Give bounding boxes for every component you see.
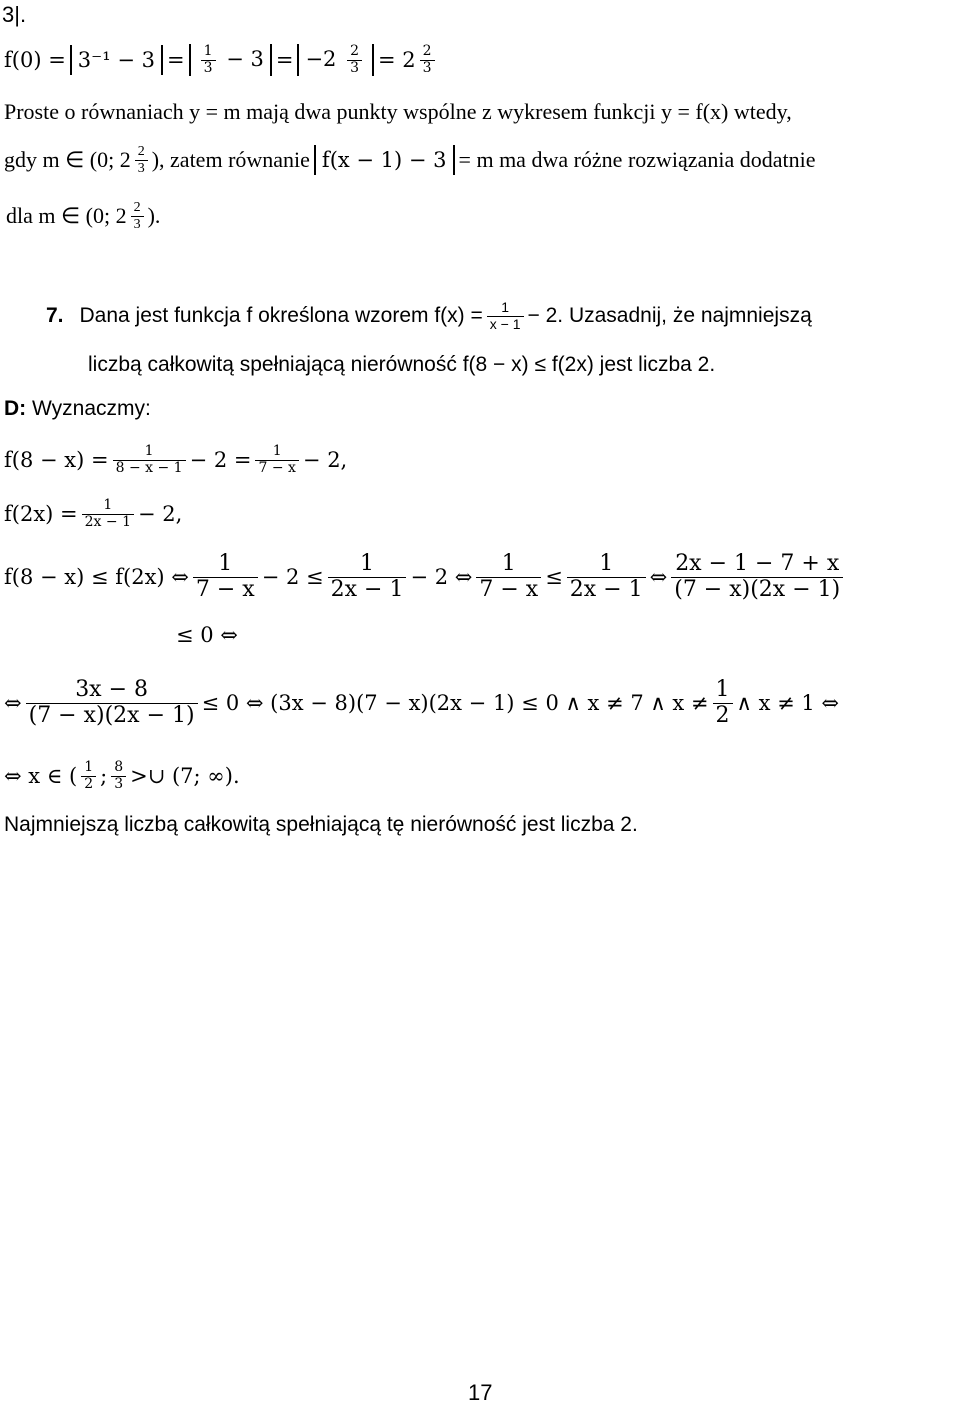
num: 1 (501, 299, 510, 316)
d-text: Wyznaczmy: (26, 397, 151, 420)
equation-2 (4, 490, 182, 538)
den: 8 − x − 1 (115, 459, 183, 476)
num: 1 (599, 551, 614, 577)
den: 7 − x (195, 576, 255, 602)
abs-3-inv (70, 45, 163, 75)
den: 2x − 1 (569, 576, 643, 602)
num: 1 (360, 551, 375, 577)
num: 2x − 1 − 7 + x (675, 551, 840, 577)
lhs: f(8 − x) = (4, 448, 109, 472)
den: x − 1 (489, 315, 521, 332)
text: dla m ∈ (0; 2 (6, 203, 127, 228)
abs-expr (314, 145, 455, 175)
text: gdy m ∈ (0; 2 (4, 147, 131, 172)
text: ). (147, 203, 161, 228)
abs-content: 3⁻¹ − 3 (77, 48, 155, 72)
abs-frac (189, 44, 272, 76)
fraction (201, 44, 216, 76)
op: ≤ (545, 565, 563, 589)
den: 3 (114, 775, 124, 792)
d-label: D: (4, 397, 27, 420)
den: 2x − 1 (330, 576, 404, 602)
fraction (567, 552, 646, 601)
fraction (347, 44, 362, 76)
den: 2x − 1 (84, 513, 131, 530)
f0-equation (4, 40, 439, 80)
minus-3: − 3 (226, 46, 264, 71)
den: (7 − x)(2x − 1) (28, 702, 195, 728)
lhs: f(2x) = (4, 502, 78, 526)
paragraph-3 (6, 196, 160, 236)
op: ⇔ (4, 691, 22, 715)
equation-1 (4, 436, 347, 484)
page-number: 17 (468, 1380, 493, 1405)
task-text: − 2. Uzasadnij, że najmniejszą (527, 304, 812, 327)
fraction (131, 200, 144, 232)
lhs: f(8 − x) ≤ f(2x) ⇔ (4, 565, 189, 589)
den: 3 (350, 59, 360, 76)
text: ), zatem równanie (151, 147, 310, 172)
fraction (487, 300, 524, 332)
abs-content: f(x − 1) − 3 (321, 148, 447, 172)
fraction (82, 498, 134, 530)
den: 3 (203, 59, 213, 76)
num: 8 (114, 759, 124, 776)
num: 2 (350, 43, 360, 60)
den: 7 − x (258, 459, 296, 476)
conclusion: Najmniejszą liczbą całkowitą spełniającą tę nierówność jest liczba 2. (4, 813, 638, 836)
num: 1 (218, 551, 233, 577)
fraction (81, 760, 96, 792)
task-7-line2: liczbą całkowitą spełniającą nierówność f(8 − x) ≤ f(2x) jest liczba 2. (88, 353, 716, 376)
fraction (328, 552, 407, 601)
fraction (26, 678, 198, 727)
neg-2: −2 (305, 46, 337, 71)
num: 3x − 8 (75, 677, 149, 703)
text: ⇔ x ∈ ( (4, 764, 78, 788)
text: >∪ (7; ∞). (130, 764, 240, 788)
equation-4: ≤ 0 ⇔ (176, 623, 238, 647)
fraction (111, 760, 126, 792)
num: 1 (84, 759, 94, 776)
end: − 2, (137, 502, 183, 526)
mid: − 2 = (189, 448, 252, 472)
fraction (476, 552, 541, 601)
text: = m ma dwa różne rozwiązania dodatnie (458, 147, 816, 172)
sep: ; (100, 764, 108, 788)
num: 1 (715, 677, 730, 703)
text: ≤ 0 ⇔ (3x − 8)(7 − x)(2x − 1) ≤ 0 ∧ x ≠ 7 ∧ x ≠ (201, 691, 709, 715)
num: 1 (272, 443, 282, 460)
fraction (713, 678, 733, 727)
num: 1 (144, 443, 154, 460)
f0-lhs: f(0) = (4, 48, 66, 72)
den: 7 − x (479, 576, 539, 602)
op: − 2 ⇔ (410, 565, 473, 589)
solution-header (4, 394, 151, 424)
op: ⇔ (649, 565, 668, 589)
num: 2 (133, 200, 141, 216)
num: 1 (501, 551, 516, 577)
fraction (135, 144, 148, 176)
num: 1 (103, 497, 113, 514)
num: 1 (203, 43, 213, 60)
eq: = (275, 48, 294, 72)
eq: = (166, 48, 185, 72)
line-3-bar: 3|. (2, 2, 27, 27)
fraction (193, 552, 258, 601)
fraction (420, 44, 435, 76)
eq-2: = 2 (378, 48, 416, 72)
fraction (671, 552, 843, 601)
den: 3 (133, 216, 141, 232)
abs-neg (297, 44, 374, 76)
equation-6 (4, 752, 240, 800)
op: − 2 ≤ (261, 565, 324, 589)
equation-5 (4, 668, 839, 738)
den: (7 − x)(2x − 1) (674, 576, 841, 602)
fraction (255, 444, 298, 476)
fraction (113, 444, 186, 476)
den: 2 (715, 702, 730, 728)
task-7-line1 (46, 296, 812, 336)
num: 2 (422, 43, 432, 60)
end: − 2, (302, 448, 348, 472)
equation-3 (4, 542, 847, 612)
paragraph-2 (4, 140, 815, 180)
paragraph-1: Proste o równaniach y = m mają dwa punkty wspólne z wykresem funkcji y = f(x) wtedy, (4, 99, 792, 124)
den: 3 (137, 160, 145, 176)
den: 3 (422, 59, 432, 76)
text: ∧ x ≠ 1 ⇔ (736, 691, 839, 715)
task-number: 7. (46, 304, 64, 327)
task-text: Dana jest funkcja f określona wzorem f(x) = (79, 304, 483, 327)
num: 2 (137, 144, 145, 160)
den: 2 (84, 775, 94, 792)
